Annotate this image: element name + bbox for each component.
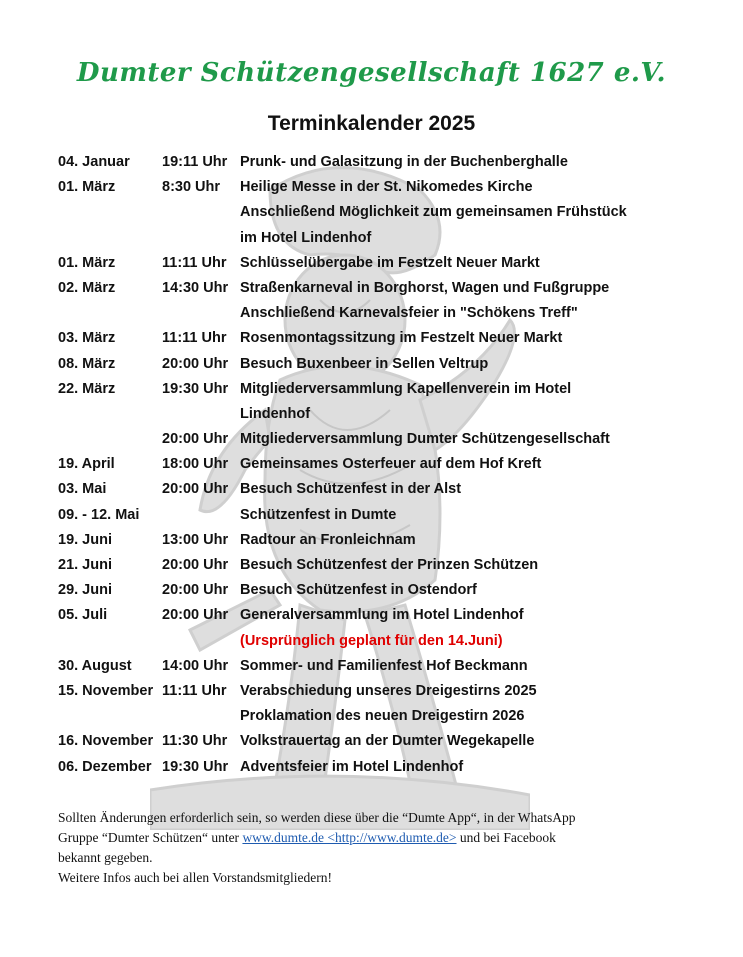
event-time: 20:00 Uhr [162, 481, 229, 498]
event-date [58, 226, 162, 251]
event-time [162, 629, 240, 654]
event-time: 20:00 Uhr [162, 431, 229, 448]
event-row [58, 679, 718, 704]
event-time: 11:11 Uhr [162, 330, 227, 347]
event-row [58, 150, 718, 175]
event-time [162, 402, 240, 427]
event-row [58, 226, 718, 251]
event-row [58, 352, 718, 377]
event-description: Volkstrauertag an der Dumter Wegekapelle [240, 733, 535, 750]
events-list [58, 150, 718, 780]
event-description: Generalversammlung im Hotel Lindenhof [240, 607, 524, 624]
event-date: 04. Januar [58, 154, 130, 170]
event-description: Besuch Schützenfest in der Alst [240, 481, 462, 498]
event-description: Besuch Schützenfest der Prinzen Schützen [240, 557, 539, 573]
event-description: Mitgliederversammlung Kapellenverein im Hotel [240, 380, 572, 397]
event-time: 8:30 Uhr [162, 179, 221, 196]
society-name-header: Dumter Schützengesellschaft 1627 e.V. [76, 58, 667, 88]
event-description: Mitgliederversammlung Dumter Schützengesellschaft [240, 431, 610, 448]
event-description: Anschließend Möglichkeit zum gemeinsamen Frühstück [240, 204, 627, 221]
event-date [58, 402, 162, 427]
event-time: 14:30 Uhr [162, 279, 229, 296]
event-date: 30. August [58, 657, 132, 674]
event-time: 20:00 Uhr [162, 607, 229, 624]
event-row [58, 301, 718, 326]
event-date: 22. März [58, 380, 116, 397]
event-row [58, 326, 718, 351]
event-row [58, 629, 718, 654]
event-row [58, 251, 718, 276]
event-time: 20:00 Uhr [162, 582, 229, 599]
event-date [58, 200, 162, 225]
event-description: Lindenhof [240, 405, 311, 422]
event-time: 19:11 Uhr [162, 154, 228, 170]
event-row [58, 402, 718, 427]
footer-line-2-suffix: und bei Facebook [456, 830, 556, 845]
event-date: 19. Juni [58, 531, 112, 548]
event-row [58, 477, 718, 502]
event-description: Verabschiedung unseres Dreigestirns 2025 [240, 682, 537, 699]
event-description: (Ursprünglich geplant für den 14.Juni) [240, 632, 503, 649]
event-time: 18:00 Uhr [162, 456, 229, 473]
event-time: 19:30 Uhr [162, 758, 229, 775]
event-date [58, 704, 162, 729]
event-date: 06. Dezember [58, 758, 152, 775]
event-description: Schützenfest in Dumte [240, 506, 397, 523]
event-description: Straßenkarneval in Borghorst, Wagen und Fußgruppe [240, 279, 610, 296]
event-description: Schlüsselübergabe im Festzelt Neuer Markt [240, 254, 540, 271]
event-row [58, 200, 718, 225]
event-row [58, 704, 718, 729]
event-time: 20:00 Uhr [162, 355, 229, 372]
event-description: Besuch Buxenbeer in Sellen Veltrup [240, 355, 489, 372]
event-time: 11:30 Uhr [162, 733, 228, 750]
event-row [58, 553, 718, 578]
event-date: 16. November [58, 733, 154, 750]
footer-notice [58, 808, 698, 888]
event-date: 01. März [58, 254, 116, 271]
event-time: 11:11 Uhr [162, 682, 227, 699]
event-date: 05. Juli [58, 607, 108, 624]
page-title: Terminkalender 2025 [267, 112, 476, 135]
event-time [162, 503, 240, 528]
event-row [58, 578, 718, 603]
event-date: 19. April [58, 456, 115, 473]
event-date: 03. Mai [58, 481, 107, 498]
event-date: 09. - 12. Mai [58, 506, 140, 523]
event-time [162, 301, 240, 326]
event-description: Heilige Messe in der St. Nikomedes Kirche [240, 179, 533, 196]
event-description: im Hotel Lindenhof [240, 229, 372, 246]
event-description: Proklamation des neuen Dreigestirn 2026 [240, 708, 525, 725]
event-row [58, 427, 718, 452]
event-date: 02. März [58, 279, 116, 296]
event-row [58, 603, 718, 628]
event-date: 01. März [58, 179, 116, 196]
event-row [58, 528, 718, 553]
event-date: 03. März [58, 330, 116, 347]
event-date [58, 301, 162, 326]
event-description: Besuch Schützenfest in Ostendorf [240, 582, 477, 599]
event-description: Radtour an Fronleichnam [240, 531, 416, 548]
event-time: 11:11 Uhr [162, 254, 227, 271]
footer-line-2-prefix: Gruppe “Dumter Schützen“ unter [58, 830, 243, 845]
event-date [58, 629, 162, 654]
event-row [58, 654, 718, 679]
website-link[interactable]: www.dumte.de <http://www.dumte.de> [242, 830, 457, 845]
event-description: Sommer- und Familienfest Hof Beckmann [240, 657, 528, 674]
event-time [162, 200, 240, 225]
event-time [162, 704, 240, 729]
event-time: 14:00 Uhr [162, 657, 229, 674]
event-row [58, 755, 718, 780]
event-row [58, 503, 718, 528]
event-row [58, 175, 718, 200]
event-row [58, 452, 718, 477]
event-row [58, 377, 718, 402]
event-date: 29. Juni [58, 582, 112, 599]
event-date: 08. März [58, 355, 116, 372]
event-time: 13:00 Uhr [162, 531, 229, 548]
event-description: Anschließend Karnevalsfeier in "Schökens Treff" [240, 305, 578, 322]
footer-line-4: Weitere Infos auch bei allen Vorstandsmitgliedern! [58, 870, 332, 885]
event-row [58, 729, 718, 754]
event-date: 15. November [58, 682, 154, 699]
footer-line-2 [58, 828, 698, 848]
event-time: 19:30 Uhr [162, 380, 229, 397]
event-date: 21. Juni [58, 557, 112, 573]
event-row [58, 276, 718, 301]
footer-line-3: bekannt gegeben. [58, 850, 153, 865]
footer-line-1: Sollten Änderungen erforderlich sein, so werden diese über die “Dumte App“, in der WhatsApp [58, 810, 576, 825]
event-description: Gemeinsames Osterfeuer auf dem Hof Kreft [240, 456, 542, 473]
event-date [58, 427, 162, 452]
event-time [162, 226, 240, 251]
event-description: Adventsfeier im Hotel Lindenhof [240, 758, 464, 775]
event-description: Prunk- und Galasitzung in der Buchenberghalle [240, 154, 568, 170]
event-description: Rosenmontagssitzung im Festzelt Neuer Markt [240, 330, 563, 347]
event-time: 20:00 Uhr [162, 557, 229, 573]
